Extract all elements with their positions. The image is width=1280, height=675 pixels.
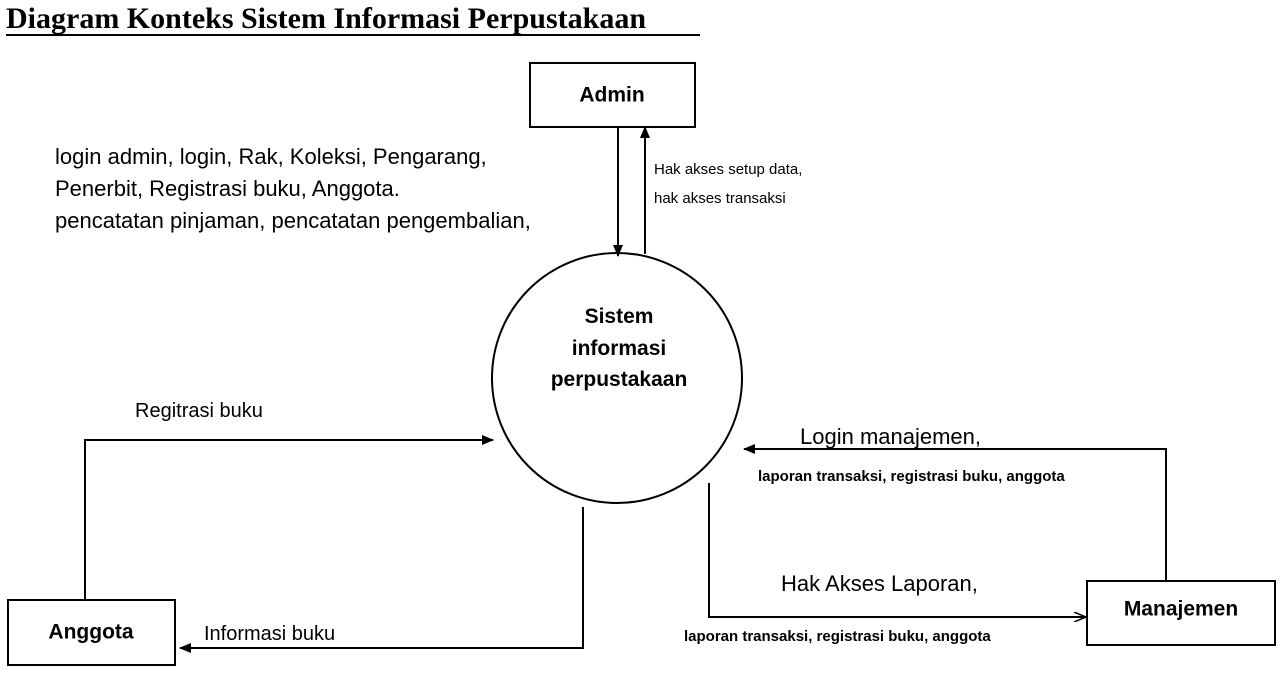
flow-admin-to-system-label-3: pencatatan pinjaman, pencatatan pengembalian, [55, 208, 531, 233]
process-label-line-2: informasi [571, 337, 667, 360]
flow-manajemen-to-system-label-2: laporan transaksi, registrasi buku, anggota [758, 468, 1065, 485]
entity-admin-label: Admin [579, 83, 645, 107]
flow-system-to-admin-label-1: Hak akses setup data, [654, 161, 803, 178]
diagram-title: Diagram Konteks Sistem Informasi Perpustakaan [6, 2, 647, 35]
process-label-line-1: Sistem [584, 305, 654, 328]
entity-admin [530, 63, 695, 127]
flow-system-to-manajemen-arrow [709, 483, 1085, 617]
entity-anggota-label: Anggota [48, 620, 134, 644]
flow-manajemen-to-system-label-1: Login manajemen, [800, 424, 982, 449]
entity-anggota [8, 600, 175, 665]
flow-anggota-to-system-arrow [85, 440, 493, 600]
flow-admin-to-system-label-2: Penerbit, Registrasi buku, Anggota. [55, 176, 400, 201]
flow-system-to-manajemen-label-1: Hak Akses Laporan, [781, 571, 978, 596]
process-sistem-informasi [492, 253, 742, 503]
entity-manajemen [1087, 581, 1275, 645]
flow-system-to-admin-label-2: hak akses transaksi [654, 190, 786, 207]
entity-manajemen-label: Manajemen [1123, 597, 1239, 621]
flow-system-to-anggota-label: Informasi buku [204, 623, 336, 645]
flow-system-to-manajemen-label-2: laporan transaksi, registrasi buku, anggota [684, 628, 991, 645]
flow-admin-to-system-label-1: login admin, login, Rak, Koleksi, Pengarang, [55, 144, 487, 169]
flow-anggota-to-system-label: Regitrasi buku [135, 400, 263, 422]
process-label-line-3: perpustakaan [550, 368, 688, 391]
